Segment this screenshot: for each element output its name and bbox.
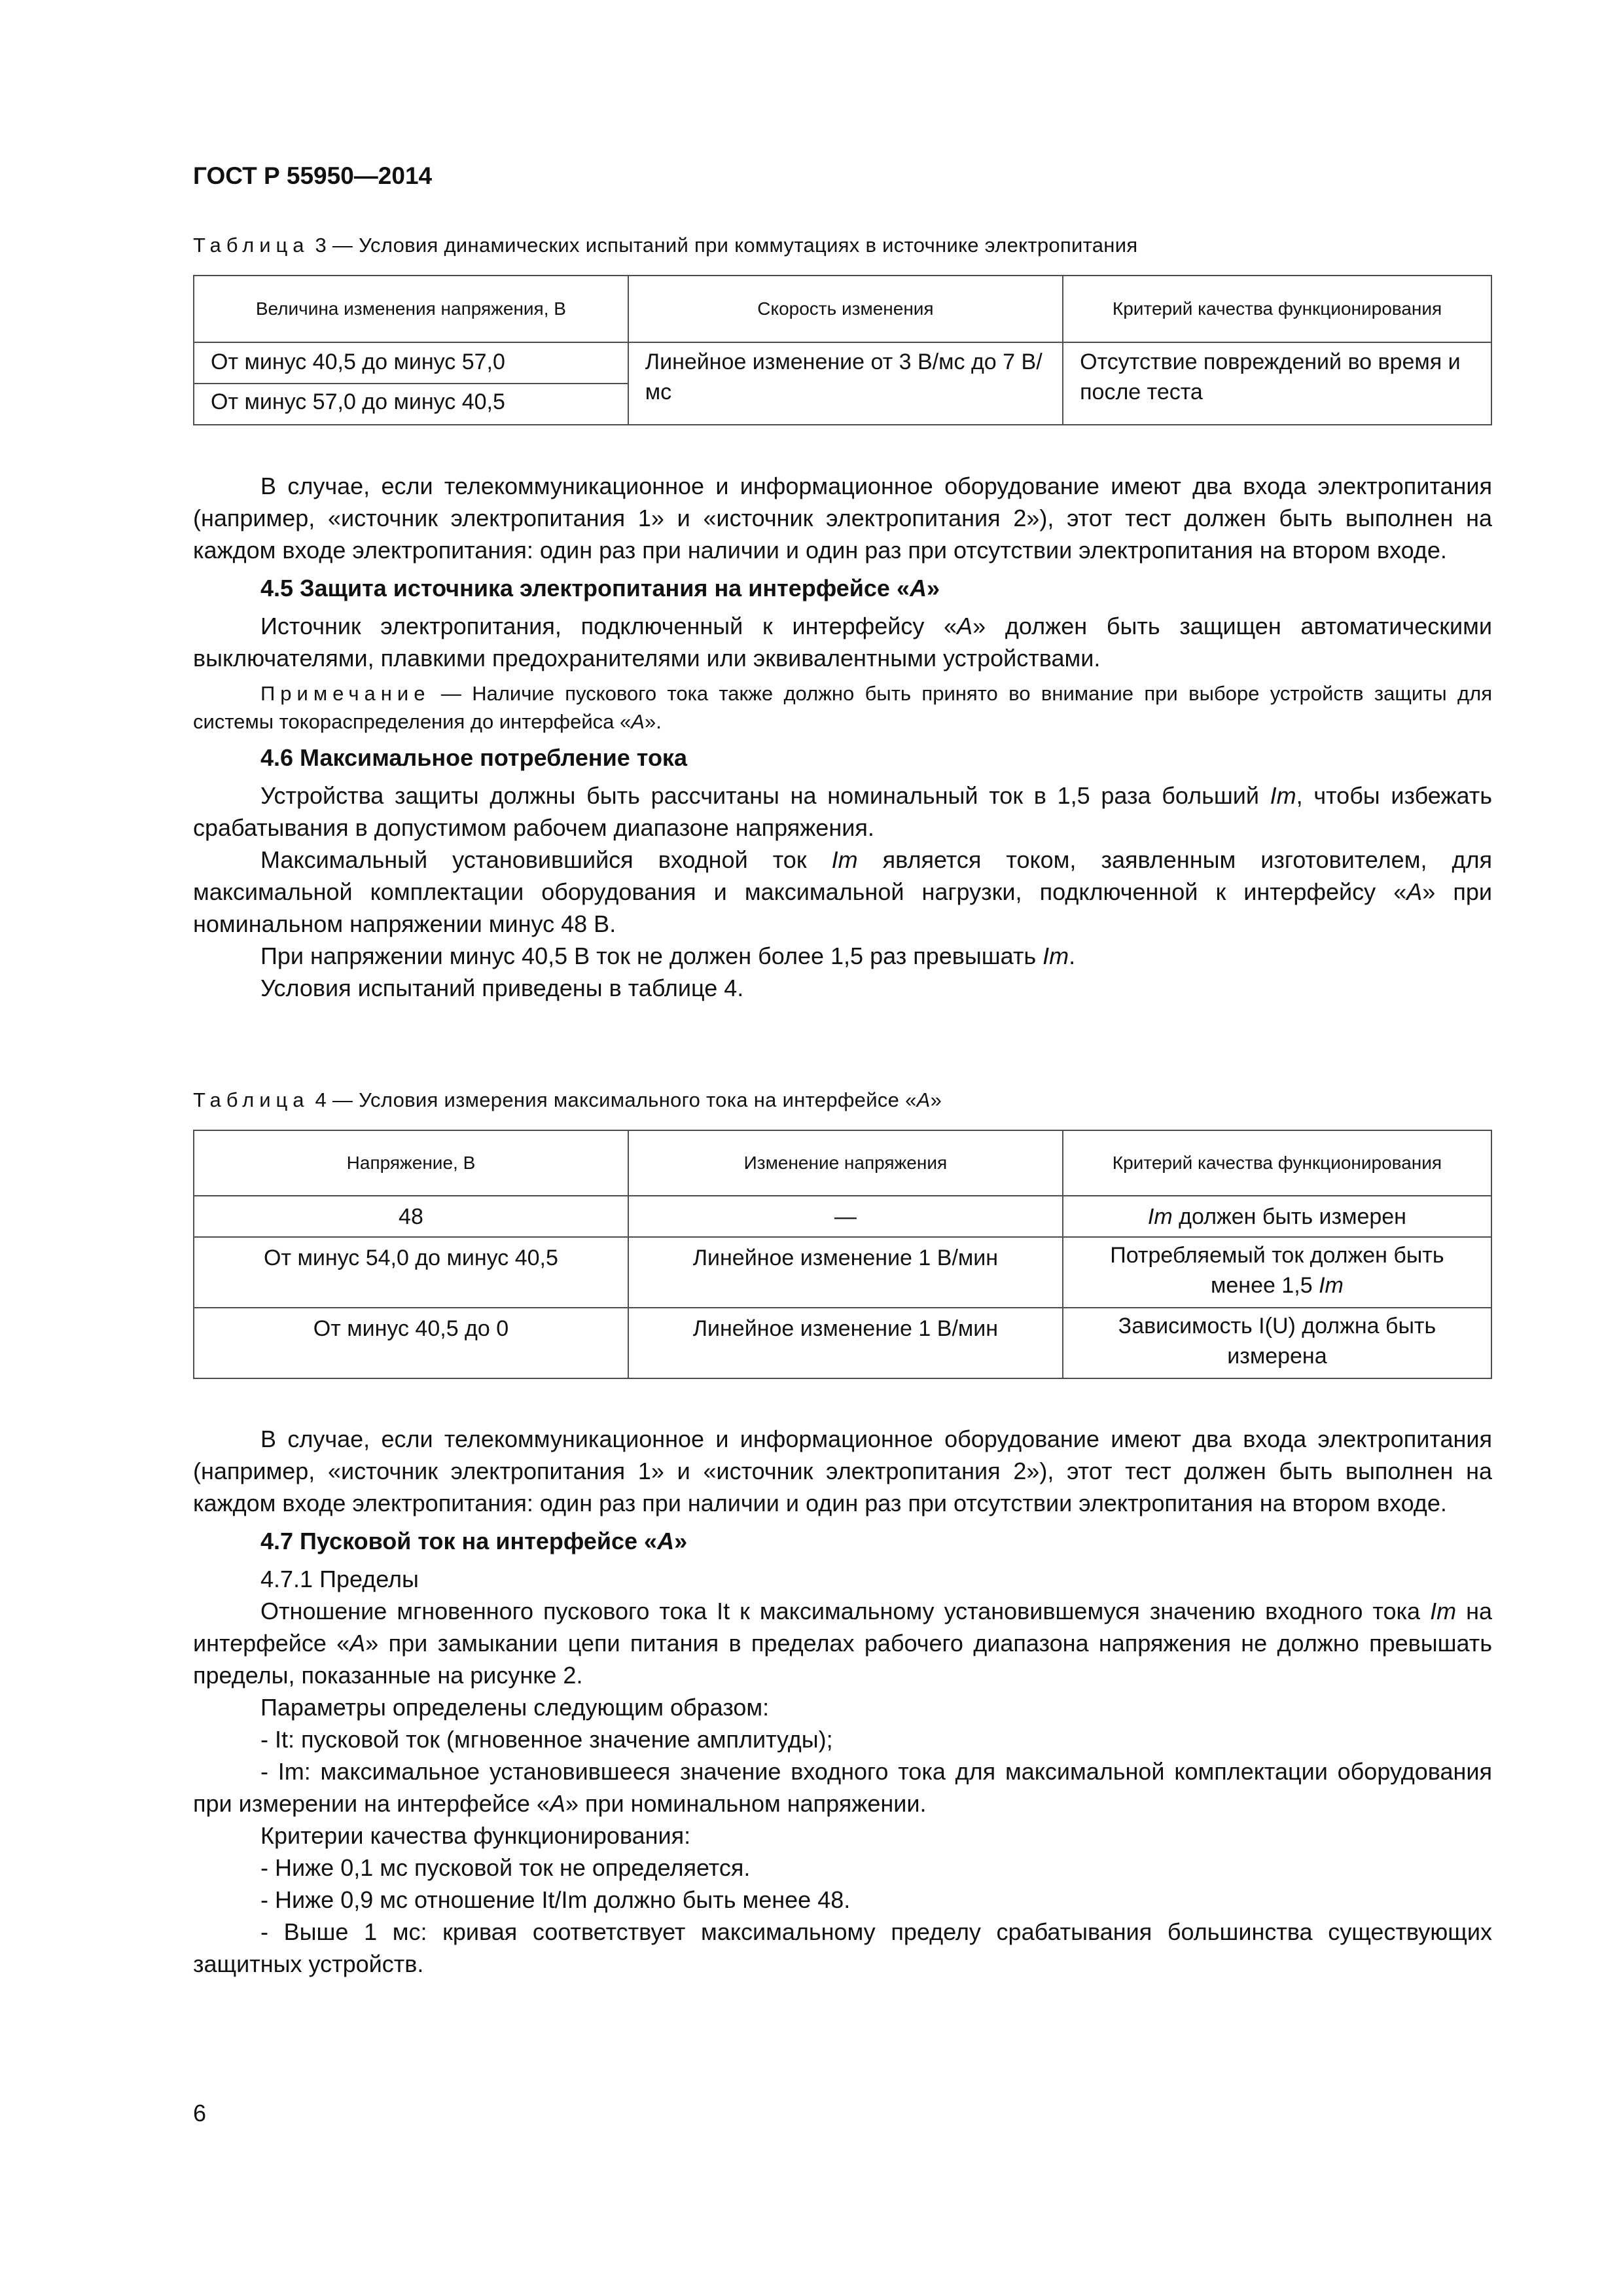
- table3-header-cell: Скорость изменения: [628, 276, 1063, 342]
- paragraph: Отношение мгновенного пускового тока It к максимальному установившемуся значению входного тока Im на интерфейсе «A» при замыкании цепи питания в пределах рабочего диапазона напряжения не должно превышать пределы, показанные на рисунке 2.: [193, 1598, 1493, 1689]
- table3-cell-voltage-2: От минус 57,0 до минус 40,5: [194, 384, 628, 425]
- table3-header-cell: Величина изменения напряжения, В: [194, 276, 628, 342]
- table3-cell-voltage-1: От минус 40,5 до минус 57,0: [194, 342, 628, 384]
- table3-caption-label: Таблица: [193, 234, 310, 257]
- list-item: - Ниже 0,1 мс пусковой ток не определяется.: [260, 1854, 751, 1881]
- body-block-1: [193, 470, 1492, 1004]
- table4-header-cell: Изменение напряжения: [628, 1130, 1063, 1196]
- table3-cell-criterion: Отсутствие повреждений во время и после теста: [1063, 342, 1491, 425]
- paragraph: Критерии качества функционирования:: [260, 1822, 691, 1849]
- table4-cell: Зависимость I(U) должна быть измерена: [1063, 1308, 1491, 1378]
- table-row: [194, 1237, 1491, 1308]
- table3-cell-rate: Линейное изменение от 3 В/мс до 7 В/мс: [628, 342, 1063, 425]
- table-row: [194, 342, 1491, 384]
- table3-caption-text: 3 — Условия динамических испытаний при коммутациях в источнике электропитания: [309, 234, 1138, 257]
- list-item: - It: пусковой ток (мгновенное значение амплитуды);: [260, 1726, 833, 1753]
- table3-caption: [193, 234, 1137, 257]
- table4-cell: Линейное изменение 1 В/мин: [628, 1237, 1063, 1308]
- section-heading-4-6: 4.6 Максимальное потребление тока: [260, 744, 687, 771]
- table4-cell: От минус 54,0 до минус 40,5: [194, 1237, 628, 1308]
- section-heading-4-5: 4.5 Защита источника электропитания на интерфейсе «A»: [260, 575, 940, 601]
- list-item: - Im: максимальное установившееся значение входного тока для максимальной комплектации оборудования при измерении на интерфейсе «A» при номинальном напряжении.: [193, 1758, 1492, 1817]
- page-number: 6: [193, 2100, 207, 2126]
- table4-cell: Потребляемый ток должен быть менее 1,5 Im: [1063, 1237, 1491, 1308]
- paragraph: При напряжении минус 40,5 В ток не должен более 1,5 раз превышать Im.: [260, 942, 1076, 969]
- body-block-2: [193, 1423, 1492, 1980]
- list-item: - Выше 1 мс: кривая соответствует максимальному пределу срабатывания большинства существующих защитных устройств.: [193, 1918, 1492, 1977]
- table4-header-cell: Критерий качества функционирования: [1063, 1130, 1491, 1196]
- paragraph: В случае, если телекоммуникационное и информационное оборудование имеют два входа электропитания (например, «источник электропитания 1» и «источник электропитания 2»), этот тест должен быть выполнен на каждом входе электропитания: один раз при наличии и один раз при отсутствии электропитания на втором входе.: [193, 473, 1492, 564]
- subsection-heading-4-7-1: 4.7.1 Пределы: [260, 1566, 419, 1592]
- table4-cell: Линейное изменение 1 В/мин: [628, 1308, 1063, 1378]
- table4-caption: Таблица 4 — Условия измерения максимального тока на интерфейсе «A»: [193, 1088, 942, 1111]
- table4-caption-label: Таблица: [193, 1088, 310, 1111]
- paragraph: Параметры определены следующим образом:: [260, 1694, 770, 1721]
- paragraph: Условия испытаний приведены в таблице 4.: [260, 975, 744, 1001]
- table3-header-row: [194, 276, 1491, 342]
- table-row: [194, 1308, 1491, 1378]
- list-item: - Ниже 0,9 мс отношение It/Im должно быть менее 48.: [260, 1886, 851, 1913]
- table4: [193, 1130, 1492, 1379]
- table4-header-cell: Напряжение, В: [194, 1130, 628, 1196]
- note: Примечание — Наличие пускового тока также должно быть принято во внимание при выборе устройств защиты для системы токораспределения до интерфейса «A».: [193, 682, 1492, 733]
- paragraph: Максимальный установившийся входной ток Im является током, заявленным изготовителем, для максимальной комплектации оборудования и максимальной нагрузки, подключенной к интерфейсу «A» при номинальном напряжении минус 48 В.: [193, 846, 1493, 937]
- table4-header-row: [194, 1130, 1491, 1196]
- paragraph: Источник электропитания, подключенный к интерфейсу «A» должен быть защищен автоматическими выключателями, плавкими предохранителями или эквивалентными устройствами.: [193, 613, 1492, 672]
- table-row: [194, 1196, 1491, 1237]
- table3: [193, 275, 1492, 425]
- document-header: ГОСТ Р 55950—2014: [193, 162, 433, 189]
- table4-cell: 48: [194, 1196, 628, 1237]
- table4-cell: —: [628, 1196, 1063, 1237]
- paragraph: В случае, если телекоммуникационное и информационное оборудование имеют два входа электропитания (например, «источник электропитания 1» и «источник электропитания 2»), этот тест должен быть выполнен на каждом входе электропитания: один раз при наличии и один раз при отсутствии электропитания на втором входе.: [193, 1426, 1492, 1516]
- paragraph: Устройства защиты должны быть рассчитаны на номинальный ток в 1,5 раза больший Im, чтобы избежать срабатывания в допустимом рабочем диапазоне напряжения.: [193, 782, 1492, 841]
- table3-header-cell: Критерий качества функционирования: [1063, 276, 1491, 342]
- table4-cell: Im должен быть измерен: [1063, 1196, 1491, 1237]
- section-heading-4-7: 4.7 Пусковой ток на интерфейсе «A»: [260, 1528, 688, 1554]
- table4-cell: От минус 40,5 до 0: [194, 1308, 628, 1378]
